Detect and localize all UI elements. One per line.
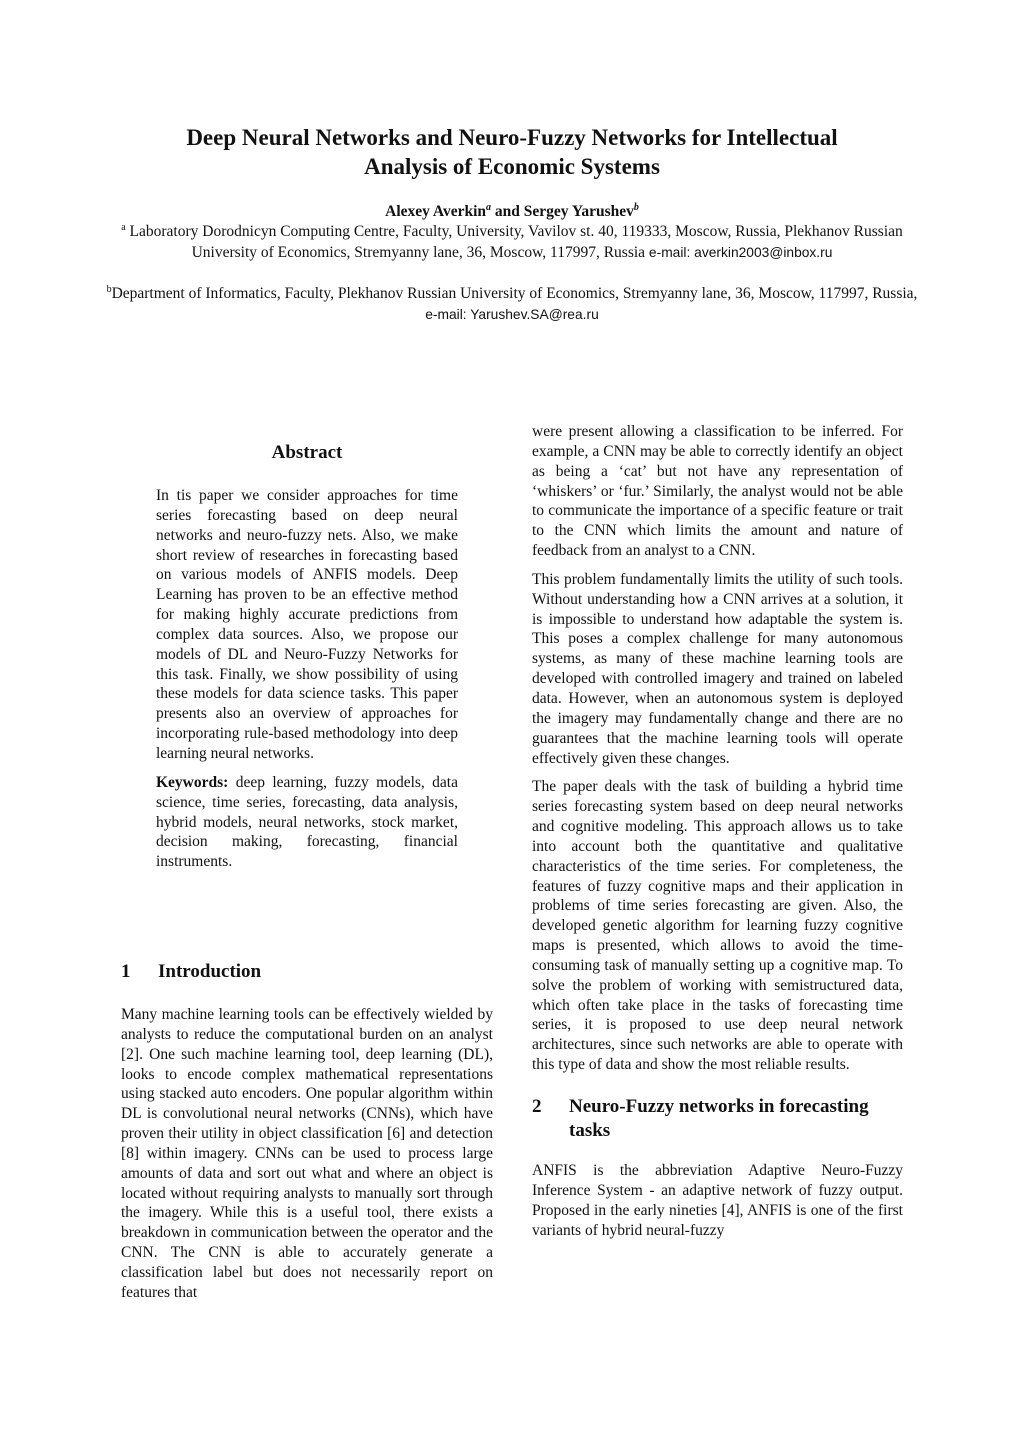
section-1-title: Introduction <box>158 961 262 982</box>
right-paragraph-3: The paper deals with the task of building a hybrid time series forecasting system based on deep neural networks and cognitive modeling. This approach allows us to take into account both the quantitative and qualitative characteristics of the time series. For completeness, the features of fuzzy cognitive maps and their application in problems of time series forecasting are given. Also, the developed genetic algorithm for learning fuzzy cognitive maps is presented, which allows to avoid the time-consuming task of manually setting up a cognitive map. To solve the problem of working with semistructured data, which often take place in the tasks of forecasting time series, it is proposed to use deep neural network architectures, since such networks are able to operate with this type of data and show the most reliable results. <box>532 778 903 1074</box>
section-1-heading <box>121 960 493 984</box>
author-b: Sergey Yarushev <box>523 203 634 220</box>
abstract-heading: Abstract <box>271 442 343 463</box>
author-b-superscript: b <box>633 201 639 213</box>
keywords-label: Keywords: <box>156 773 229 791</box>
affiliation-a-marker: a <box>121 221 126 233</box>
section-2-number: 2 <box>532 1096 542 1117</box>
affiliation-a-text: Laboratory Dorodnicyn Computing Centre, Faculty, University, Vavilov st. 40, 119333, Moscow, Russia, Plekhanov Russian University of Economics, Stremyanny lane, 36, Moscow, 117997, Russia <box>125 223 903 261</box>
introduction-paragraph-1: Many machine learning tools can be effectively wielded by analysts to reduce the computational burden on an analyst [2]. One such machine learning tool, deep learning (DL), looks to encode complex mathematical representations using stacked auto encoders. One popular algorithm within DL is convolutional neural networks (CNNs), which have proven their utility in object classification [6] and detection [8] within imagery. CNNs can be used to process large amounts of data and sort out what and where an object is located without requiring analysts to manually sort through the imagery. While this is a useful tool, there exists a breakdown in communication between the operator and the CNN. The CNN is able to accurately generate a classification label but does not necessarily report on features that <box>121 1006 493 1301</box>
author-list <box>80 202 944 222</box>
introduction-body <box>121 1005 493 1303</box>
paper-title <box>80 123 944 181</box>
affiliation-b-marker: b <box>106 283 112 295</box>
author-connector: and <box>491 203 524 220</box>
author-a: Alexey Averkin <box>385 203 487 220</box>
title-line-1: Deep Neural Networks and Neuro-Fuzzy Networks for Intellectual <box>186 125 838 150</box>
abstract-block <box>156 486 458 872</box>
affiliation-b-email: e-mail: Yarushev.SA@rea.ru <box>425 306 599 322</box>
right-paragraph-2: This problem fundamentally limits the utility of such tools. Without understanding how a CNN arrives at a solution, it is impossible to understand how adaptable the system is. This poses a complex challenge for many autonomous systems, as many of these machine learning tools are developed with controlled imagery and trained on labeled data. However, when an autonomous system is deployed the imagery may fundamentally change and there are no guarantees that the machine learning tools will operate effectively given these changes. <box>532 570 903 767</box>
title-line-2: Analysis of Economic Systems <box>364 154 660 179</box>
affiliation-a <box>100 222 924 263</box>
right-paragraph-1: were present allowing a classification to be inferred. For example, a CNN may be able to correctly identify an object as being a ‘cat’ but not have any representation of ‘whiskers’ or ‘fur.’ Similarly, the analyst would not be able to communicate the importance of a specific feature or trait to the CNN which limits the amount and nature of feedback from an analyst to a CNN. <box>532 423 903 560</box>
affiliation-b <box>100 284 924 325</box>
abstract-text: In tis paper we consider approaches for time series forecasting based on deep neural networks and neuro-fuzzy nets. Also, we make short review of researches in forecasting based on various models of ANFIS models. Deep Learning has proven to be an effective method for making highly accurate predictions from complex data sources. Also, we propose our models of DL and Neuro-Fuzzy Networks for this task. Finally, we show possibility of using these models for data science tasks. This paper presents also an overview of approaches for incorporating rule-based methodology into deep learning neural networks. <box>156 487 458 762</box>
section-1-number: 1 <box>121 961 131 982</box>
section-2-heading <box>532 1095 903 1143</box>
section-2-paragraph-1: ANFIS is the abbreviation Adaptive Neuro-Fuzzy Inference System - an adaptive network of fuzzy output. Proposed in the early nineties [4], ANFIS is one of the first variants of hybrid neural-fuzzy <box>532 1162 903 1239</box>
affiliation-b-text: Department of Informatics, Faculty, Plekhanov Russian University of Economics, Stremyanny lane, 36, Moscow, 117997, Russia, <box>111 285 918 302</box>
right-column <box>532 422 903 1240</box>
affiliation-a-email: e-mail: averkin2003@inbox.ru <box>648 244 833 260</box>
author-a-superscript: a <box>486 201 492 213</box>
keywords-text: deep learning, fuzzy models, data science, time series, forecasting, data analysis, hybrid models, neural networks, stock market, decision making, forecasting, financial instruments. <box>156 773 458 871</box>
keywords-paragraph <box>156 773 458 872</box>
section-2-title: Neuro-Fuzzy networks in forecasting tasks <box>569 1096 869 1141</box>
